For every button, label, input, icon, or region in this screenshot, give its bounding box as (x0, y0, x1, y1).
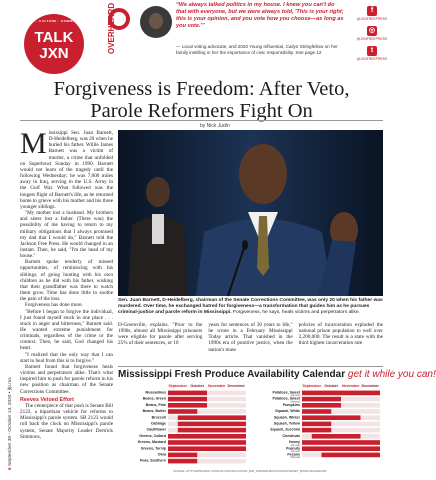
season-bar (178, 415, 246, 420)
body-column-2: years for sentences of 30 years to life," he wrote in a February Mississippi Today article. That vanished in the 1990s era of punitive justice, when the nation's mass (208, 322, 293, 353)
produce-calendar-chart (118, 382, 383, 474)
month-label: September (302, 384, 322, 388)
produce-label: Chestnuts (282, 433, 300, 438)
month-label: December (227, 384, 245, 388)
month-label: November (341, 384, 360, 388)
page-folio (8, 377, 13, 470)
instagram-handle: @JXNFREEPRESS (356, 37, 388, 41)
produce-label: Greens, Mustard (137, 440, 166, 445)
headline-line-1: Forgiveness is Freedom: After Veto, (53, 78, 350, 100)
pull-quote: “We always talked politics in my house. I knew you can't do that with everyone, but we were always told, 'This is your right; this is your opinion, and you vote how you choose—as long as you vote.'” (176, 2, 344, 29)
twitter-icon: t (367, 46, 377, 56)
page-number: 6 (8, 467, 13, 470)
season-bar (178, 428, 246, 433)
season-bar (168, 434, 246, 439)
produce-label: Squash, White (275, 409, 300, 414)
twitter-link[interactable] (352, 46, 392, 61)
caption-rest: Forgiveness, he says, heals victims and perpetrators alike. (232, 310, 360, 316)
senator-photo-illustration (118, 130, 383, 296)
facebook-handle: @JXNFREEPRESS (356, 17, 388, 21)
facebook-link[interactable] (352, 6, 392, 21)
drop-cap: M (20, 127, 47, 160)
season-bar (168, 397, 207, 402)
produce-sublabel: (all year) (290, 450, 300, 453)
produce-label: Broccoli (151, 415, 166, 420)
overheard-text: OVERHEARD (107, 2, 116, 54)
produce-sublabel: (all year) (290, 394, 300, 398)
season-bar (168, 440, 246, 445)
season-bar (168, 409, 197, 414)
logo-word-talk: TALK (34, 29, 74, 46)
instagram-link[interactable] (352, 26, 392, 41)
body-column-3: policies of incarceration exploded the national prison population to well over 2,200,000. The result is a state with the third highest incarceration rate (298, 322, 383, 347)
season-bar (302, 397, 341, 402)
section-subhead: Reeves Vetoed Effort (20, 396, 74, 403)
lead-paragraph (20, 127, 113, 210)
produce-label: Cabbage (150, 421, 166, 426)
season-bar (168, 453, 197, 458)
logo-ring-text: NEWS · CULTURE · COMMUNITY (24, 19, 84, 23)
headline-divider (20, 120, 383, 121)
produce-sublabel: (Harvest) (290, 400, 300, 404)
produce-label: Peanuts (286, 446, 300, 451)
produce-label: Peas, Southern (139, 458, 166, 463)
season-bar (302, 409, 331, 414)
instagram-icon: ◎ (368, 27, 376, 34)
season-bar (322, 453, 381, 458)
season-bar (168, 391, 207, 396)
produce-label: Squash, Zucchini (270, 427, 300, 432)
chart-source: SOURCE: HTTP://WWW.MDAC.STATE.MS.US/PUBLICATIONS_AND_FORMS/PUBLICATIONS/INTERNET_PRODUCEGUIDE.PDF (173, 470, 327, 473)
produce-label: Beans, Butter (142, 409, 166, 414)
season-bar (178, 422, 246, 427)
produce-label: Potatoes, Sweet (272, 396, 300, 401)
article-body-continued (118, 322, 383, 364)
season-bar (168, 446, 246, 451)
facebook-icon: f (367, 6, 377, 16)
season-bar (302, 403, 341, 408)
talk-jxn-logo (24, 14, 84, 74)
headline-line-2: Parole Reformers Fight On (90, 100, 313, 122)
produce-label: Potatoes, Sweet (272, 390, 300, 395)
lead-text: ississippi Sen. Juan Barnett, D-Heidelberg, was 20 when he buried his father. Willie James Barnett was a victim of murder, a crime that unfolded on Superbowl Sunday in 1990. Barnett would not learn of the tragedy until the following Wednesday; he was 7,000 miles away in Iraq, serving in the U.S. Army in the Gulf War. What followed was the longest flight of Barnett's life, as he returned home to grieve with his mother and his three younger siblings. (20, 130, 113, 210)
body-column-1: D-Greenville, explains. "Prior to the 1990s, almost all Mississippi prisoners were eligible for parole after serving 25% of their sentences, or 10 (118, 322, 203, 347)
season-bar (302, 415, 361, 420)
caption-bold: Sen. Juan Barnett, D-Heidelberg, chairman of the Senate Corrections Committee, was only 20 when his father was murdered. Over time, he exchanged hatred for forgiveness—a transformation that guides him as he pursues criminal-justice and parole reform in Mississippi. (118, 298, 383, 316)
article-body-left-column (20, 127, 113, 475)
month-label: October (190, 384, 205, 388)
byline: by Nick Judin (200, 123, 230, 129)
body-paragraph: "Before I began to forgive the individual, I just found myself stuck in one place . . . stuck in anger and bitterness," Barnett said. He wanted extreme punishment for criminals, regardless of the crime or the context. Then, he said, God changed his heart. (20, 308, 113, 352)
produce-label: Cauliflower (146, 427, 166, 432)
season-bar (168, 459, 197, 464)
produce-label: Pumpkins (282, 402, 300, 407)
produce-calendar-title (118, 366, 436, 380)
produce-label: Greens, Collard (139, 433, 166, 438)
produce-label: Pecans (287, 452, 300, 457)
produce-label: Beans, Green (142, 396, 166, 401)
produce-label: Muscadines (145, 390, 166, 395)
article-headline (20, 78, 383, 122)
produce-sublabel: (all year) (290, 443, 300, 447)
produce-label: Squash, Winter (273, 415, 300, 420)
season-bar (302, 391, 380, 396)
produce-label: Greens, Turnip (140, 446, 166, 451)
twitter-handle: @JXNFREEPRESS (356, 57, 388, 61)
body-paragraph: "I realized that the only way that I can start to heal from this is to forgive." (20, 351, 113, 364)
season-bar (302, 440, 380, 445)
body-paragraph: "My mother lost a husband. My brothers and sister lost a father. (There was) the possibility of me having to return to my military obligations that I always promised my dad that I would do," Barnett told the Jackson Free Press. He would changed in an instant. Then, he said, "I'm the head of my house." (20, 210, 113, 260)
body-paragraph: Barnett found that forgiveness heals victims and perpetrators alike. That's what inspired him to push for parole reform in his new position as chairman of the Senate Corrections Committee. (20, 363, 113, 395)
body-paragraph: The centerpiece of that push is Senate Bill 2123, a bipartisan vehicle for reforms to Mississippi's parole system. SB 2123 would roll back the clock on Mississippi's parole system, Senate Majority Leader Dertrick Simmons, (20, 402, 113, 440)
quote-portrait-photo (140, 6, 172, 38)
body-paragraph: Forgiveness has done more. (25, 302, 83, 309)
month-label: October (324, 384, 339, 388)
chart-title-text: Mississippi Fresh Produce Availability Calendar (118, 369, 346, 380)
senator-photo (118, 130, 383, 296)
month-label: November (207, 384, 226, 388)
quote-attribution: — Local voting advocate, and 2020 Young Influential, Cailyn Stringfellow on her family instilling in her the importance of civic responsibility. See page 12 (176, 44, 338, 55)
produce-label: Okra (157, 452, 166, 457)
produce-label: Squash, Yellow (273, 421, 300, 426)
photo-caption (118, 298, 383, 317)
produce-label: Honey (289, 440, 300, 445)
chart-title-tag: get it while you can! (347, 369, 436, 380)
month-label: December (361, 384, 379, 388)
issue-dateline: September 30 - October 13, 2020 • jfp.ms (8, 377, 13, 466)
season-bar (302, 428, 331, 433)
overheard-label (107, 2, 130, 62)
season-bar (312, 434, 361, 439)
month-label: September (168, 384, 188, 388)
produce-sublabel: (Harvest) (290, 456, 300, 460)
body-paragraph: Barnett spoke tenderly of missed opportunities, of reminiscing with his siblings, of going hunting with his own children as he did with his father, wishing that their grandfather was there to watch them grow. Time has done little to soothe the pain of the loss. (20, 259, 113, 303)
season-bar (168, 403, 207, 408)
season-bar (302, 446, 380, 451)
season-bar (302, 422, 331, 427)
logo-word-jxn: JXN (39, 45, 69, 62)
produce-label: Beans, Pole (145, 402, 166, 407)
